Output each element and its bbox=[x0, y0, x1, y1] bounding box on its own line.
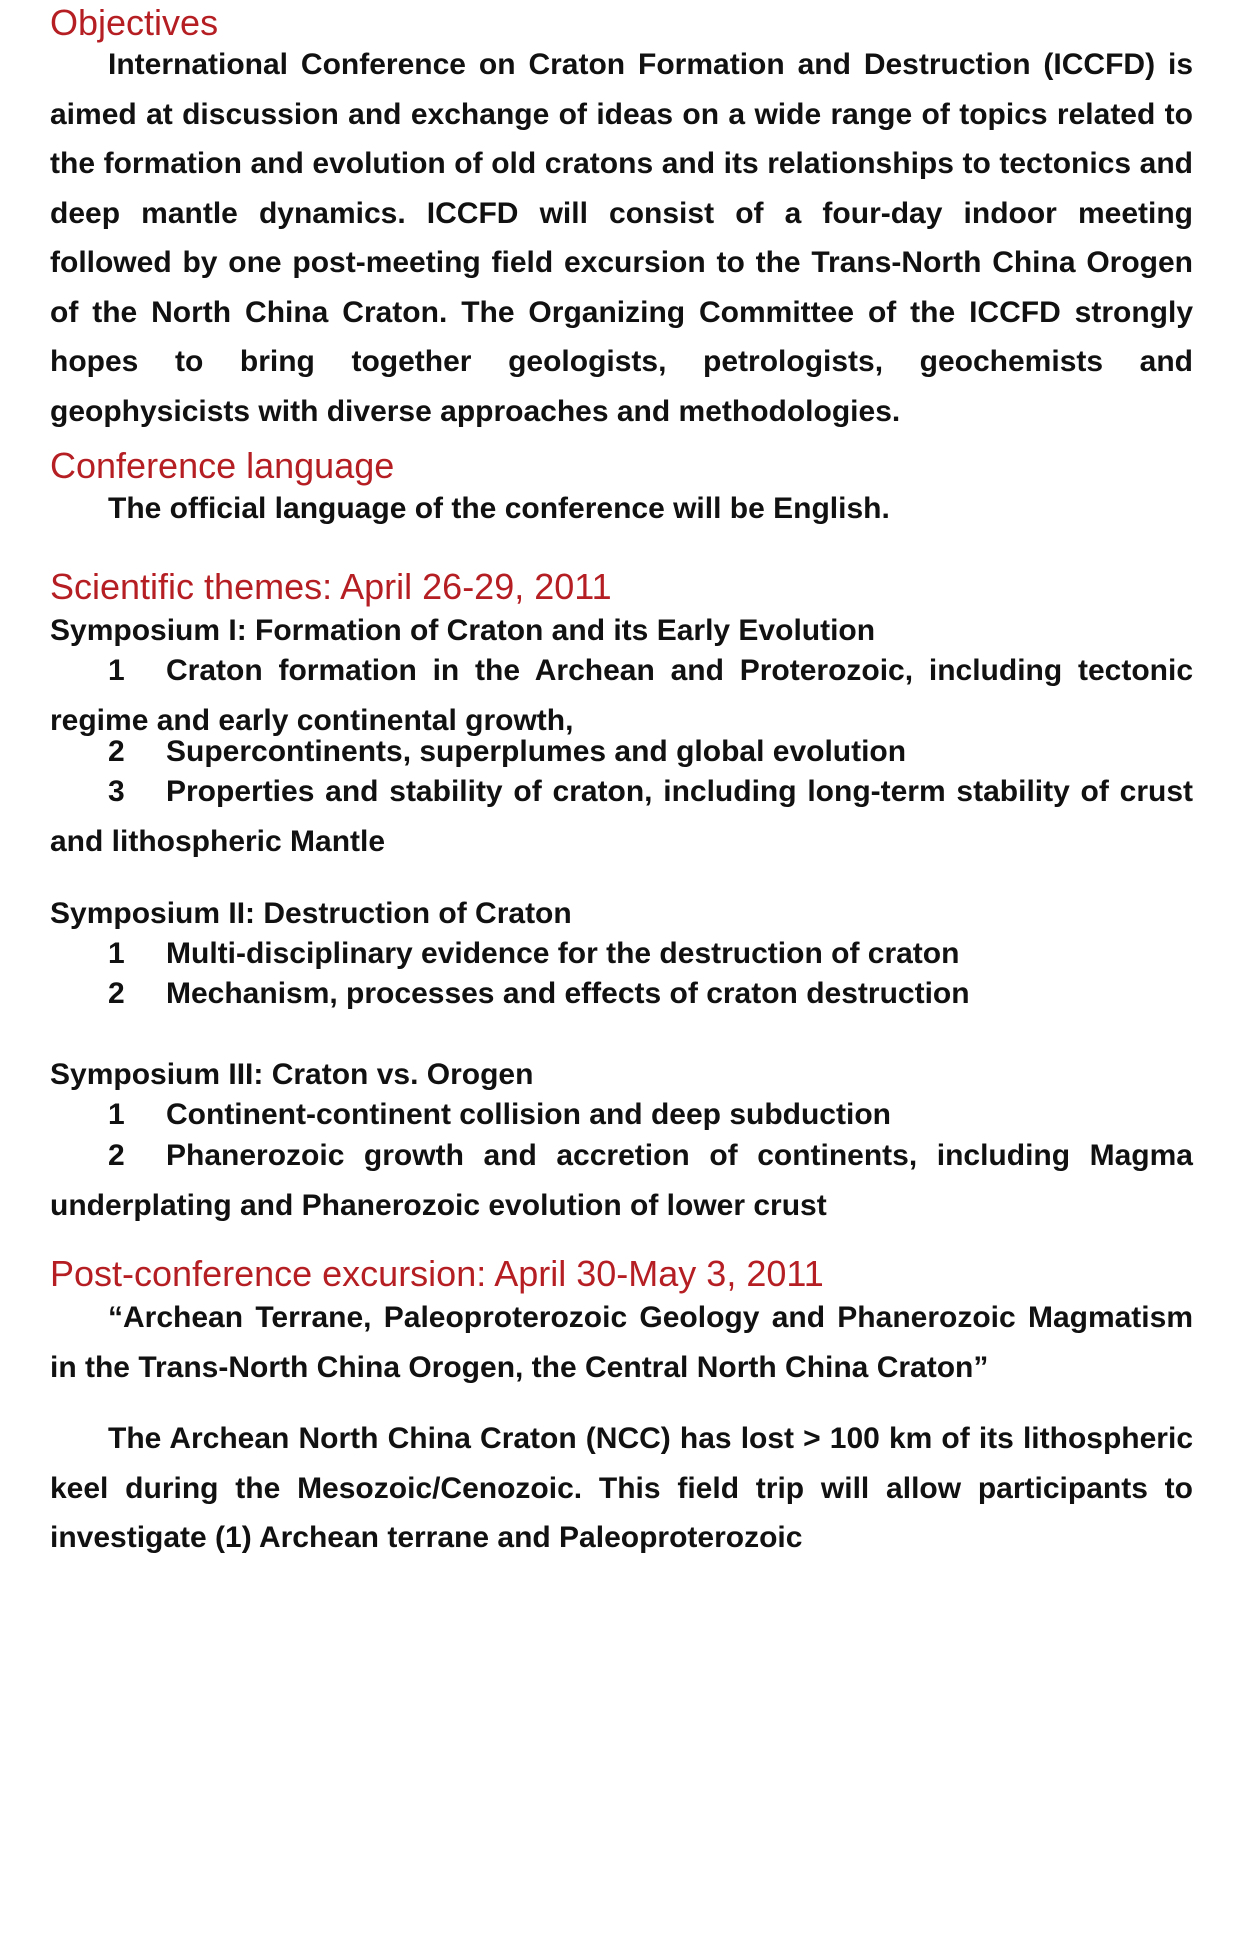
language-paragraph: The official language of the conference will be English. bbox=[108, 492, 890, 525]
item-text: Phanerozoic growth and accretion of continents, including Magma underplating and Phanerozoic evolution of lower crust bbox=[50, 1139, 1193, 1222]
excursion-title-quote: “Archean Terrane, Paleoproterozoic Geology and Phanerozoic Magmatism in the Trans-North China Orogen, the Central North China Craton” bbox=[50, 1301, 1193, 1384]
symposium-1-item-3 bbox=[50, 767, 1193, 866]
themes-heading: Scientific themes: April 26-29, 2011 bbox=[50, 566, 612, 607]
excursion-paragraph: The Archean North China Craton (NCC) has lost > 100 km of its lithospheric keel during the Mesozoic/Cenozoic. This field trip will allow participants to investigate (1) Archean terrane and Paleoproterozoic bbox=[50, 1422, 1193, 1554]
item-number: 3 bbox=[108, 775, 125, 808]
item-number: 1 bbox=[108, 654, 125, 687]
symposium-2-title: Symposium II: Destruction of Craton bbox=[50, 897, 572, 930]
item-text: Supercontinents, superplumes and global evolution bbox=[166, 735, 907, 768]
symposium-1-title: Symposium I: Formation of Craton and its Early Evolution bbox=[50, 614, 876, 647]
item-number: 2 bbox=[108, 735, 125, 768]
objectives-heading: Objectives bbox=[50, 2, 219, 43]
item-text: Craton formation in the Archean and Proterozoic, including tectonic regime and early continental growth, bbox=[50, 654, 1193, 737]
symposium-3-item-2 bbox=[50, 1131, 1193, 1230]
item-text: Properties and stability of craton, including long-term stability of crust and lithospheric Mantle bbox=[50, 775, 1193, 858]
item-number: 1 bbox=[108, 1098, 125, 1131]
item-text: Mechanism, processes and effects of craton destruction bbox=[166, 977, 970, 1010]
symposium-2-item-2 bbox=[50, 969, 1193, 1019]
item-text: Continent-continent collision and deep subduction bbox=[166, 1098, 891, 1131]
objectives-paragraph: International Conference on Craton Formation and Destruction (ICCFD) is aimed at discussion and exchange of ideas on a wide range of topics related to the formation and evolution of old cratons and its relationships to tectonics and deep mantle dynamics. ICCFD will consist of a four-day indoor meeting followed by one post-meeting field excursion to the Trans-North China Orogen of the North China Craton. The Organizing Committee of the ICCFD strongly hopes to bring together geologists, petrologists, geochemists and geophysicists with diverse approaches and methodologies. bbox=[50, 48, 1193, 428]
language-heading: Conference language bbox=[50, 445, 395, 486]
excursion-heading: Post-conference excursion: April 30-May 3, 2011 bbox=[50, 1253, 824, 1294]
item-text: Multi-disciplinary evidence for the destruction of craton bbox=[166, 937, 960, 970]
item-number: 1 bbox=[108, 937, 125, 970]
item-number: 2 bbox=[108, 977, 125, 1010]
item-number: 2 bbox=[108, 1139, 125, 1172]
symposium-3-title: Symposium III: Craton vs. Orogen bbox=[50, 1058, 534, 1091]
